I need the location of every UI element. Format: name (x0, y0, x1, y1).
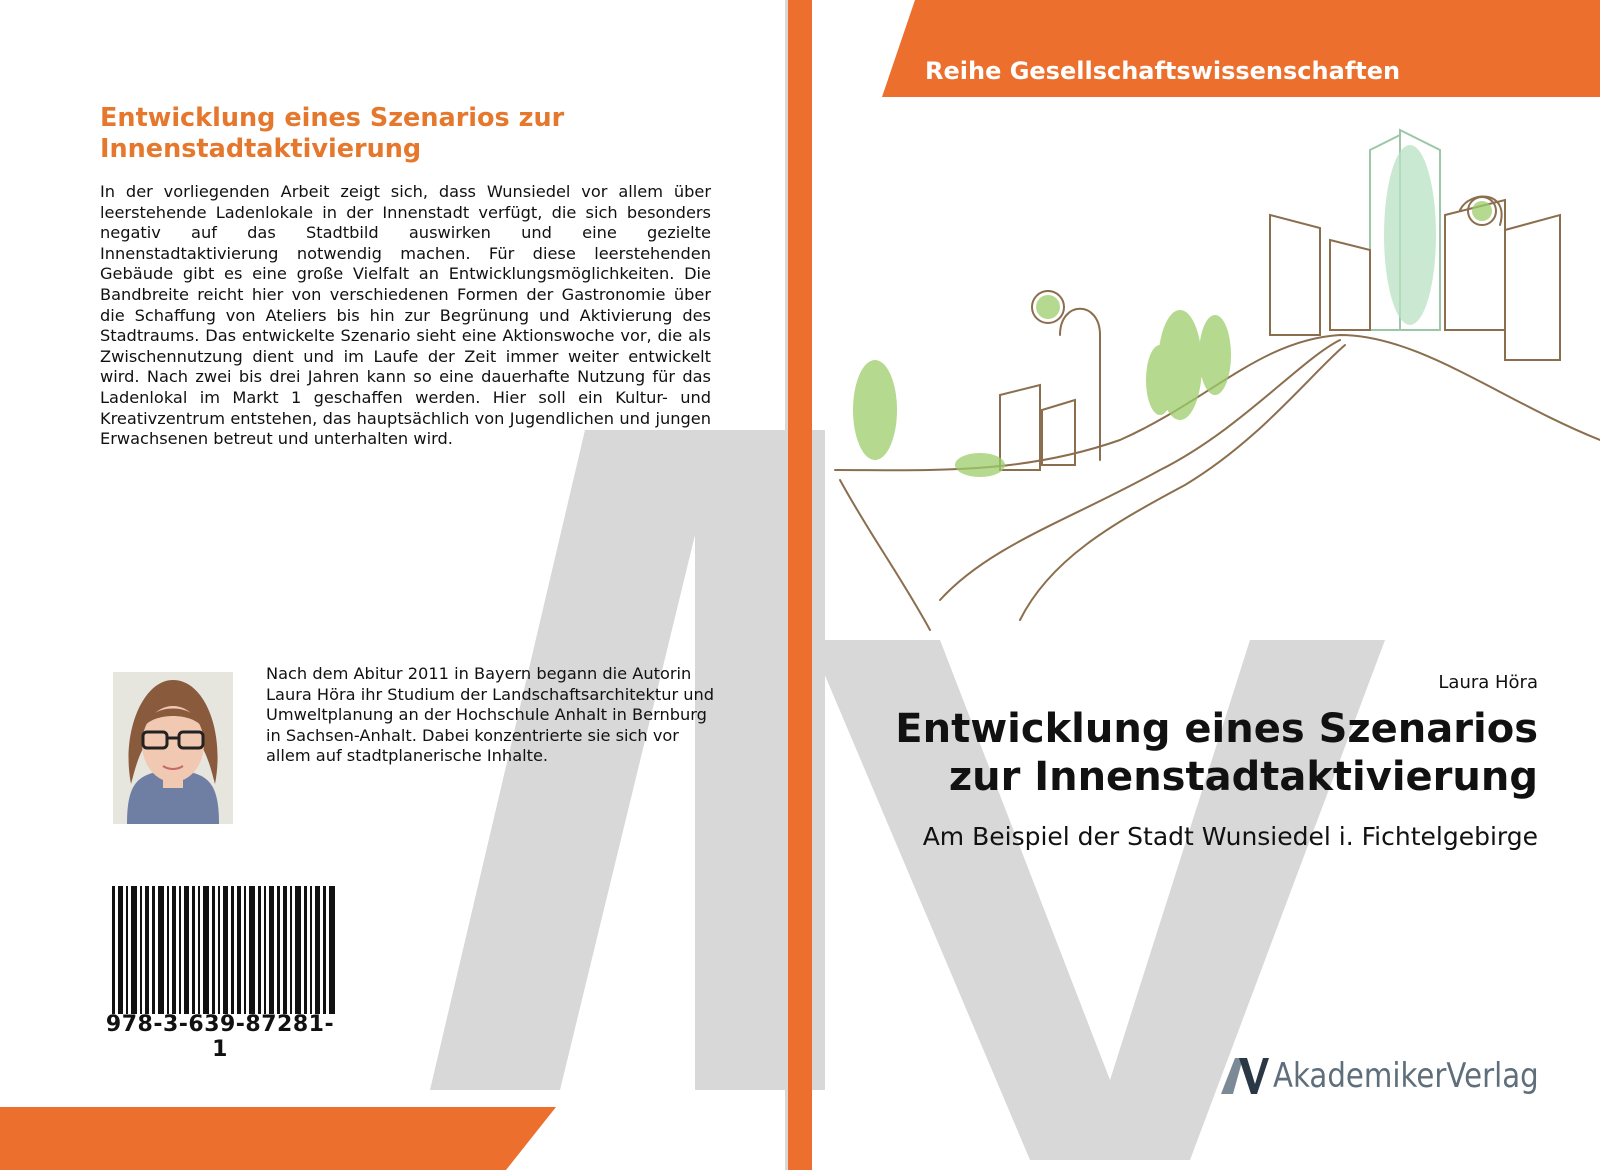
publisher-logo (1221, 1052, 1551, 1102)
subtitle: Am Beispiel der Stadt Wunsiedel i. Fichtelgebirge (922, 822, 1538, 851)
back-bottom-bar (0, 1107, 556, 1170)
back-blurb: In der vorliegenden Arbeit zeigt sich, dass Wunsiedel vor allem über leerstehende Ladenlokale in der Innenstadt verfügt, die sich besonders negativ auf das Stadtbild auswirken und eine gezielte Innenstadtaktivierung notwendig machen. Für diese leerstehenden Gebäude gibt es eine große Vielfalt an Entwicklungsmöglichkeiten. Die Bandbreite reicht hier von verschiedenen Formen der Gastronomie über die Schaffung von Ateliers bis hin zur Begrünung und Aktivierung des Stadtraums. Das entwickelte Szenario sieht eine Aktionswoche vor, die als Zwischennutzung dient und im Laufe der Zeit immer weiter entwickelt wird. Nach zwei bis drei Jahren kann so eine dauerhafte Nutzung für das Ladenlokal im Markt 1 geschaffen werden. Hier soll ein Kultur- und Kreativzentrum entstehen, das hauptsächlich von Jugendlichen und jungen Erwachsenen betreut und unterhalten wird. (100, 182, 711, 449)
front-title (818, 705, 1538, 801)
front-title-line1: Entwicklung eines Szenarios (895, 706, 1538, 752)
av-logo-icon (1221, 1056, 1269, 1096)
series-label: Reihe Gesellschaftswissenschaften (925, 57, 1401, 85)
author-name: Laura Höra (1438, 672, 1538, 693)
isbn: 978-3-639-87281-1 (105, 1012, 335, 1062)
back-title: Entwicklung eines Szenarios zur Innenstadtaktivierung (100, 103, 565, 164)
barcode-icon (112, 886, 335, 1014)
author-bio: Nach dem Abitur 2011 in Bayern begann die Autorin Laura Höra ihr Studium der Landschaftsarchitektur und Umweltplanung an der Hochschule Anhalt in Bernburg in Sachsen-Anhalt. Dabei konzentrierte sie sich vor allem auf stadtplanerische Inhalte. (266, 664, 715, 766)
spine (788, 0, 812, 1170)
front-title-line2: zur Innenstadtaktivierung (948, 754, 1538, 800)
publisher-name: AkademikerVerlag (1273, 1056, 1539, 1096)
illustration-trees (853, 145, 1492, 477)
author-portrait-photo (113, 672, 233, 824)
spine-edge (785, 0, 788, 1170)
